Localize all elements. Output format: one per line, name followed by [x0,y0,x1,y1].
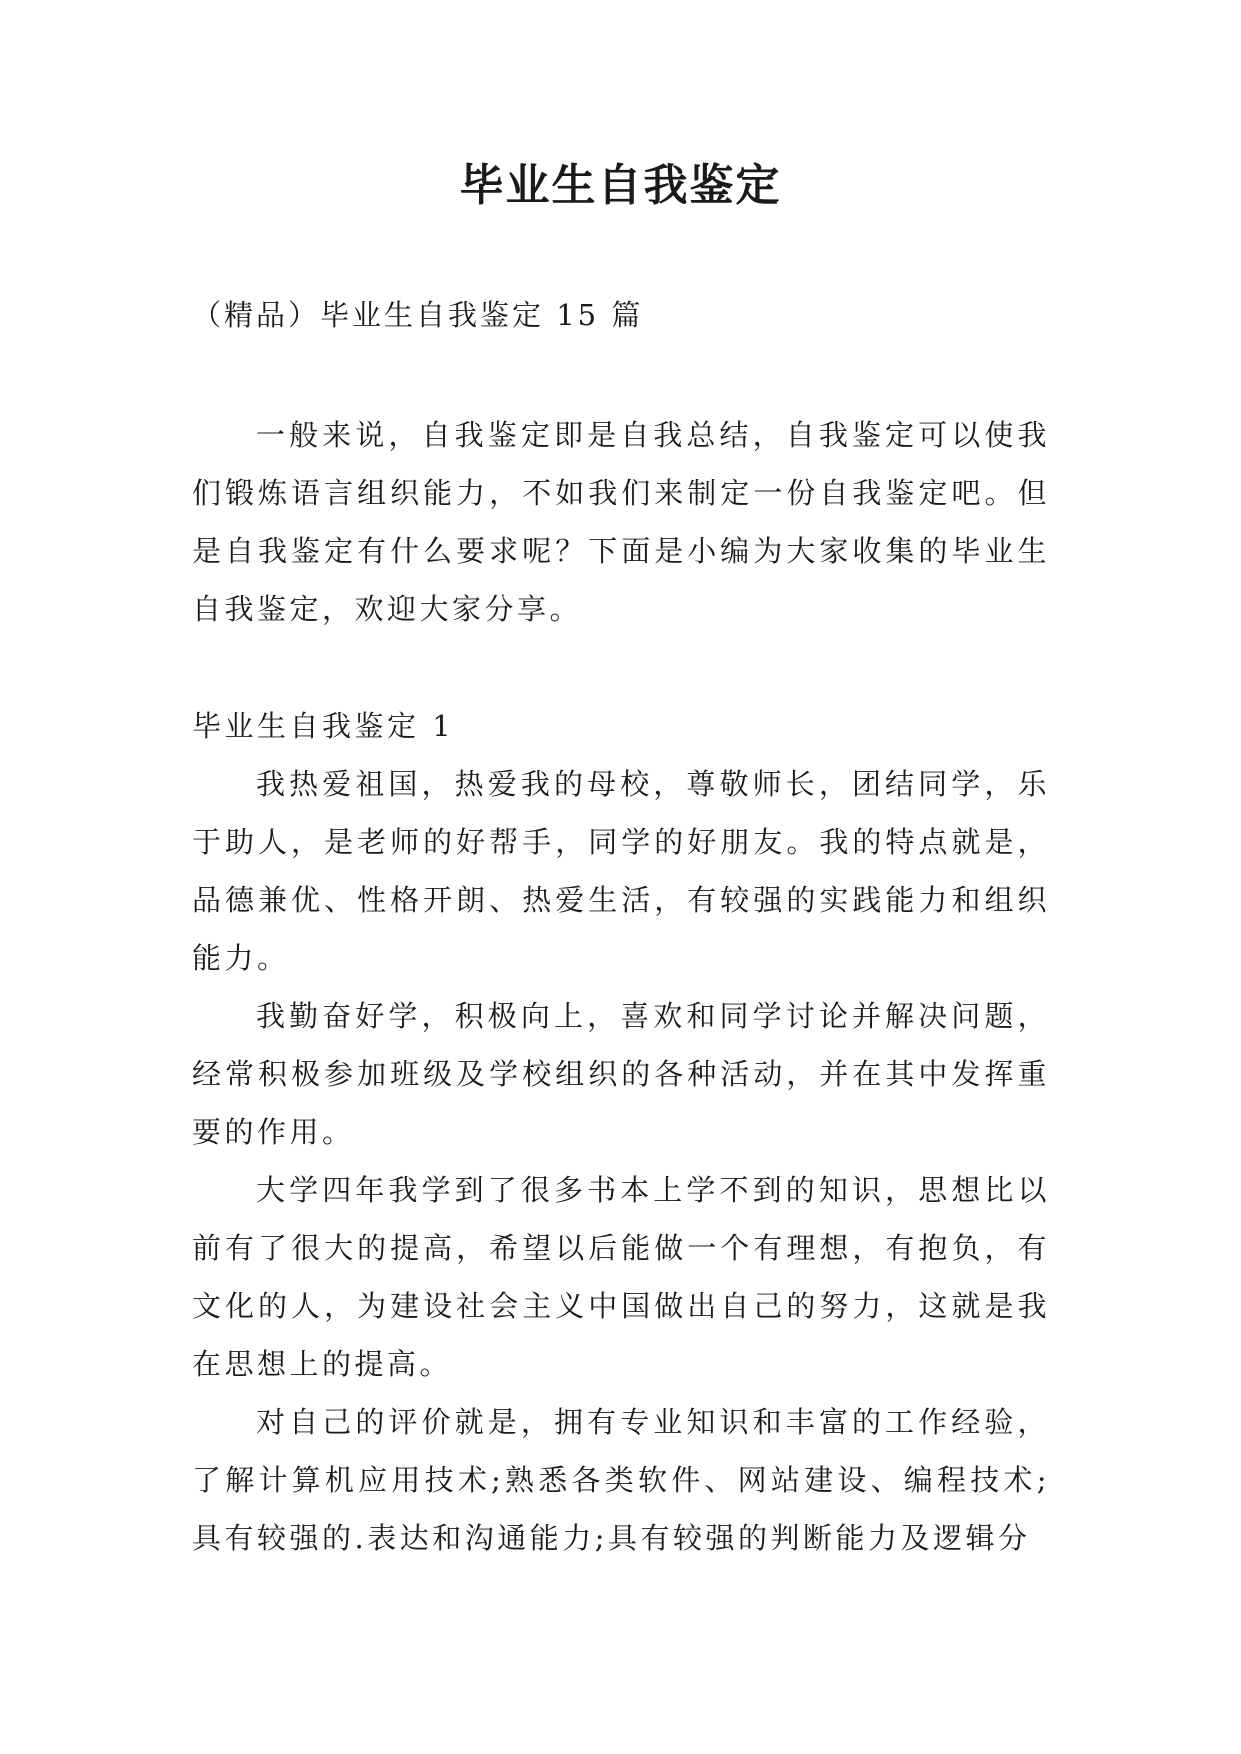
intro-paragraph: 一般来说，自我鉴定即是自我总结，自我鉴定可以使我们锻炼语言组织能力，不如我们来制定一份自我鉴定吧。但是自我鉴定有什么要求呢？下面是小编为大家收集的毕业生自我鉴定，欢迎大家分享。 [192,418,1050,626]
document-subtitle: （精品）毕业生自我鉴定 15 篇 [192,298,644,332]
intro-block [192,406,1050,638]
section-1 [192,697,1050,1567]
section-heading: 毕业生自我鉴定 1 [192,709,455,743]
document-title: 毕业生自我鉴定 [459,160,782,211]
body-paragraph: 我勤奋好学，积极向上，喜欢和同学讨论并解决问题，经常积极参加班级及学校组织的各种活动，并在其中发挥重要的作用。 [192,999,1050,1149]
body-paragraph: 我热爱祖国，热爱我的母校，尊敬师长，团结同学，乐于助人，是老师的好帮手，同学的好朋友。我的特点就是，品德兼优、性格开朗、热爱生活，有较强的实践能力和组织能力。 [192,767,1050,975]
body-paragraph: 对自己的评价就是，拥有专业知识和丰富的工作经验，了解计算机应用技术;熟悉各类软件、网站建设、编程技术;具有较强的.表达和沟通能力;具有较强的判断能力及逻辑分 [192,1405,1050,1555]
body-paragraph: 大学四年我学到了很多书本上学不到的知识，思想比以前有了很大的提高，希望以后能做一个有理想，有抱负，有文化的人，为建设社会主义中国做出自己的努力，这就是我在思想上的提高。 [192,1173,1050,1381]
